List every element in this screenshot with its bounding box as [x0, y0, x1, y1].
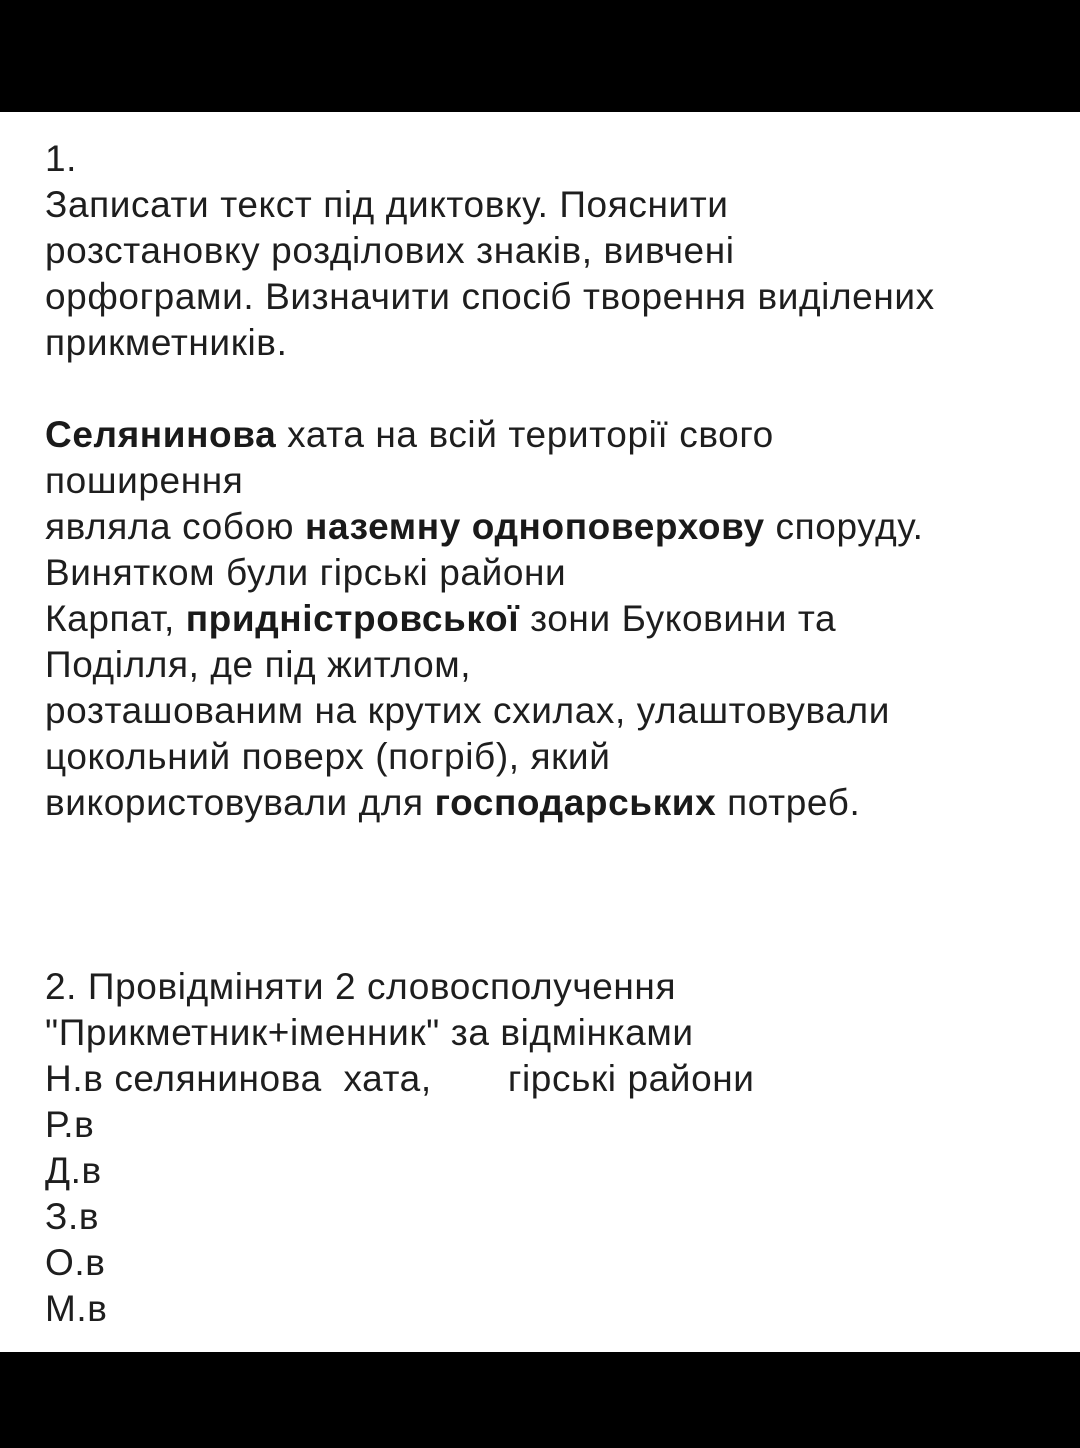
task1-instruction-line: Записати текст під диктовку. Пояснити: [45, 184, 729, 225]
highlighted-adjective: придністровської: [185, 598, 520, 639]
dictation-line: [45, 412, 1055, 458]
task1-instruction-line: орфограми. Визначити спосіб творення виділених: [45, 276, 935, 317]
document-content: [45, 136, 1055, 1332]
case-row: Р.в: [45, 1104, 95, 1145]
highlighted-adjective: господарських: [434, 782, 717, 823]
bottom-black-bar: [0, 1352, 1080, 1448]
dictation-text: Карпат,: [45, 598, 186, 639]
task2-title: 2. Провідміняти 2 словосполучення: [45, 966, 677, 1007]
task1-instruction-line: розстановку розділових знаків, вивчені: [45, 230, 735, 271]
dictation-line: [45, 780, 1055, 826]
case-row: Н.в селянинова хата, гірські райони: [45, 1058, 755, 1099]
dictation-text: хата на всій території свого: [276, 414, 774, 455]
dictation-text: зони Буковини та: [519, 598, 837, 639]
highlighted-adjective: наземну одноповерхову: [305, 506, 765, 547]
task1-instruction-line: прикметників.: [45, 322, 288, 363]
task1-number: 1.: [45, 138, 78, 179]
dictation-line: [45, 596, 1055, 642]
dictation-line: Поділля, де під житлом,: [45, 644, 472, 685]
case-row: О.в: [45, 1242, 106, 1283]
top-black-bar: [0, 0, 1080, 112]
dictation-text: використовували для: [45, 782, 435, 823]
dictation-line: Винятком були гірські райони: [45, 552, 567, 593]
case-row: Д.в: [45, 1150, 102, 1191]
dictation-line: [45, 504, 1055, 550]
dictation-text: потреб.: [716, 782, 861, 823]
dictation-text: споруду.: [764, 506, 924, 547]
spacer: [45, 366, 1055, 412]
document-page: [0, 112, 1080, 1352]
dictation-text: являла собою: [45, 506, 306, 547]
highlighted-adjective: Селянинова: [45, 414, 277, 455]
task2-subtitle: "Прикметник+іменник" за відмінками: [45, 1012, 694, 1053]
dictation-line: поширення: [45, 460, 244, 501]
dictation-line: розташованим на крутих схилах, улаштовували: [45, 690, 891, 731]
case-row: М.в: [45, 1288, 108, 1329]
spacer: [45, 826, 1055, 964]
case-row: З.в: [45, 1196, 100, 1237]
dictation-line: цокольний поверх (погріб), який: [45, 736, 611, 777]
